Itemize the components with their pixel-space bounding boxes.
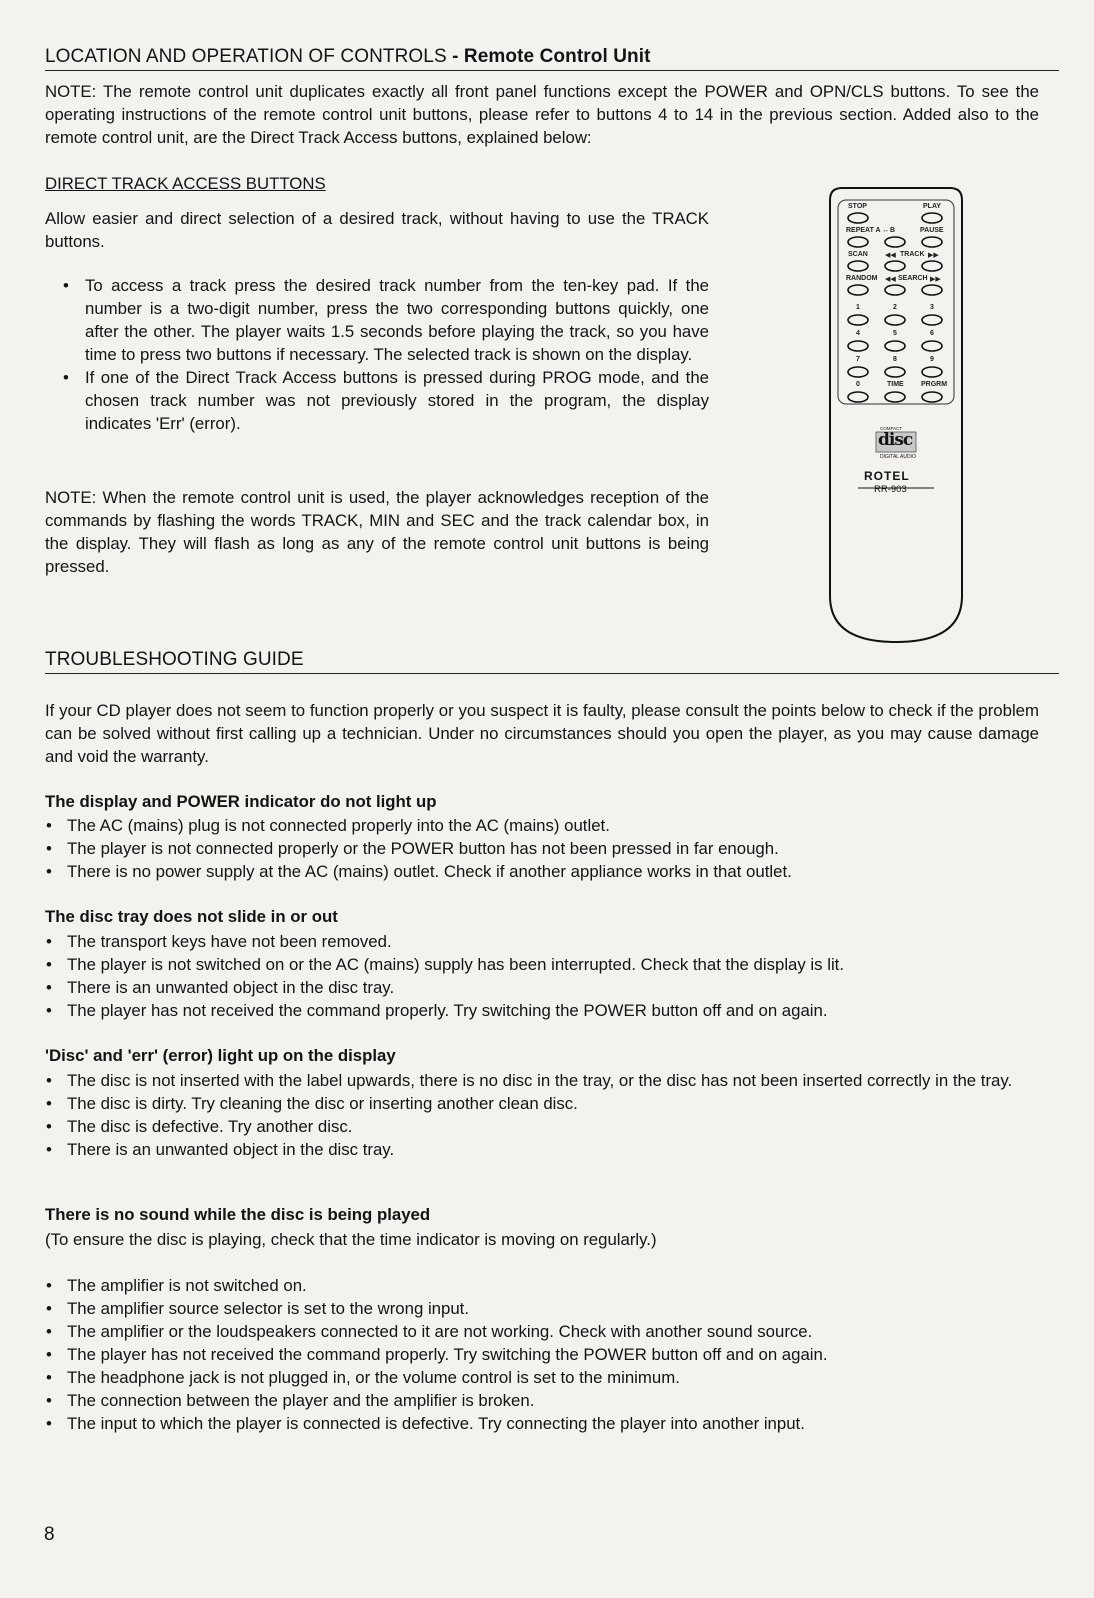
- section-title-controls: [45, 46, 1059, 71]
- troubleshooting-title: TROUBLESHOOTING GUIDE: [45, 649, 304, 670]
- remote-note: NOTE: The remote control unit duplicates exactly all front panel functions except the POWER and OPN/CLS buttons. To see the operating instructions of the remote control unit buttons, please refer to buttons 4 to 14 in the previous section. Added also to the remote control unit, are the Direct Track Access buttons, explained below:: [45, 82, 1039, 147]
- list-item: • There is no power supply at the AC (mains) outlet. Check if another appliance works in that outlet.: [45, 860, 1039, 883]
- dta-title: DIRECT TRACK ACCESS BUTTONS: [45, 174, 326, 193]
- list-item: • The player has not received the command properly. Try switching the POWER button off and on again.: [45, 999, 1039, 1022]
- remote-brand: ROTEL: [864, 469, 910, 483]
- remote-label-pause: PAUSE: [920, 227, 944, 234]
- list-item: • The amplifier or the loudspeakers connected to it are not working. Check with another sound source.: [45, 1320, 1039, 1343]
- remote-label-5: 5: [893, 330, 897, 337]
- group4-list: [45, 1274, 1039, 1435]
- remote-label-8: 8: [893, 356, 897, 363]
- section-title-troubleshooting: [45, 649, 1059, 674]
- section-title-main: LOCATION AND OPERATION OF CONTROLS: [45, 46, 447, 67]
- list-item: • The player has not received the command properly. Try switching the POWER button off and on again.: [45, 1343, 1039, 1366]
- list-item: • If one of the Direct Track Access buttons is pressed during PROG mode, and the chosen track number was not previously stored in the program, the display indicates 'Err' (error).: [45, 366, 709, 435]
- group2-heading: The disc tray does not slide in or out: [45, 907, 338, 926]
- list-item: • The disc is defective. Try another disc.: [45, 1115, 1039, 1138]
- remote-label-random: RANDOM: [846, 275, 878, 282]
- list-item: • The AC (mains) plug is not connected properly into the AC (mains) outlet.: [45, 814, 1039, 837]
- section-title-sub: - Remote Control Unit: [446, 46, 651, 67]
- group4-subheading: (To ensure the disc is playing, check that the time indicator is moving on regularly.): [45, 1230, 657, 1249]
- remote-label-9: 9: [930, 356, 934, 363]
- remote-label-time: TIME: [887, 381, 904, 388]
- group1-list: [45, 814, 1039, 883]
- dta-bullets: [45, 274, 709, 435]
- remote-label-stop: STOP: [848, 203, 867, 210]
- skip-forward-icon: ▶▶: [928, 252, 939, 259]
- rewind-icon: ◀◀: [885, 276, 896, 283]
- list-item: • The amplifier source selector is set to the wrong input.: [45, 1297, 1039, 1320]
- list-item: • There is an unwanted object in the disc tray.: [45, 976, 1039, 999]
- troubleshooting-intro: If your CD player does not seem to function properly or you suspect it is faulty, please consult the points below to check if the problem can be solved without first calling up a technician. Under no circumstances should you open the player, as you may cause damage and void the warranty.: [45, 701, 1039, 766]
- list-item: • To access a track press the desired track number from the ten-key pad. If the number is a two-digit number, press the two corresponding buttons quickly, one after the other. The player waits 1.5 seconds before playing the track, so you have time to press two buttons if necessary. The selected track is shown on the display.: [45, 274, 709, 366]
- group4-heading: There is no sound while the disc is being played: [45, 1205, 431, 1224]
- remote-label-scan: SCAN: [848, 251, 868, 258]
- remote-label-6: 6: [930, 330, 934, 337]
- remote-control-illustration: [828, 186, 964, 644]
- dta-note: NOTE: When the remote control unit is used, the player acknowledges reception of the commands by flashing the words TRACK, MIN and SEC and the track calendar box, in the display. They will flash as long as any of the remote control unit buttons is being pressed.: [45, 488, 709, 576]
- compact-disc-sub: DIGITAL AUDIO: [880, 454, 916, 460]
- group3-heading: 'Disc' and 'err' (error) light up on the display: [45, 1046, 396, 1065]
- remote-label-search: SEARCH: [898, 275, 928, 282]
- list-item: • The player is not connected properly or the POWER button has not been pressed in far enough.: [45, 837, 1039, 860]
- list-item: • The disc is dirty. Try cleaning the disc or inserting another clean disc.: [45, 1092, 1039, 1115]
- group2-list: [45, 930, 1039, 1022]
- group3-list: [45, 1069, 1039, 1161]
- list-item: • The transport keys have not been removed.: [45, 930, 1039, 953]
- remote-label-7: 7: [856, 356, 860, 363]
- compact-disc-logo: disc: [878, 430, 913, 450]
- compact-disc-top: COMPACT: [880, 426, 903, 431]
- fast-forward-icon: ▶▶: [930, 276, 941, 283]
- remote-model: RR-903: [874, 484, 907, 495]
- list-item: • The player is not switched on or the AC (mains) supply has been interrupted. Check that the display is lit.: [45, 953, 1039, 976]
- remote-label-3: 3: [930, 304, 934, 311]
- list-item: • The headphone jack is not plugged in, or the volume control is set to the minimum.: [45, 1366, 1039, 1389]
- remote-label-play: PLAY: [923, 203, 942, 210]
- remote-label-track: TRACK: [900, 251, 925, 258]
- page-number: 8: [44, 1524, 55, 1545]
- list-item: • The connection between the player and the amplifier is broken.: [45, 1389, 1039, 1412]
- list-item: • The disc is not inserted with the label upwards, there is no disc in the tray, or the disc has not been inserted correctly in the tray.: [45, 1069, 1039, 1092]
- remote-label-b: B: [890, 227, 896, 234]
- remote-label-2: 2: [893, 304, 897, 311]
- list-item: • The amplifier is not switched on.: [45, 1274, 1039, 1297]
- group1-heading: The display and POWER indicator do not light up: [45, 792, 437, 811]
- remote-label-repeat: REPEAT A: [846, 227, 881, 234]
- remote-label-4: 4: [856, 330, 860, 337]
- remote-label-0: 0: [856, 381, 860, 388]
- skip-back-icon: ◀◀: [885, 252, 896, 259]
- dta-intro: Allow easier and direct selection of a desired track, without having to use the TRACK buttons.: [45, 209, 709, 251]
- list-item: • There is an unwanted object in the disc tray.: [45, 1138, 1039, 1161]
- remote-label-1: 1: [856, 304, 860, 311]
- list-item: • The input to which the player is connected is defective. Try connecting the player into another input.: [45, 1412, 1039, 1435]
- remote-label-ab-arrow: ↔: [882, 227, 889, 234]
- remote-label-prgrm: PRGRM: [921, 381, 948, 388]
